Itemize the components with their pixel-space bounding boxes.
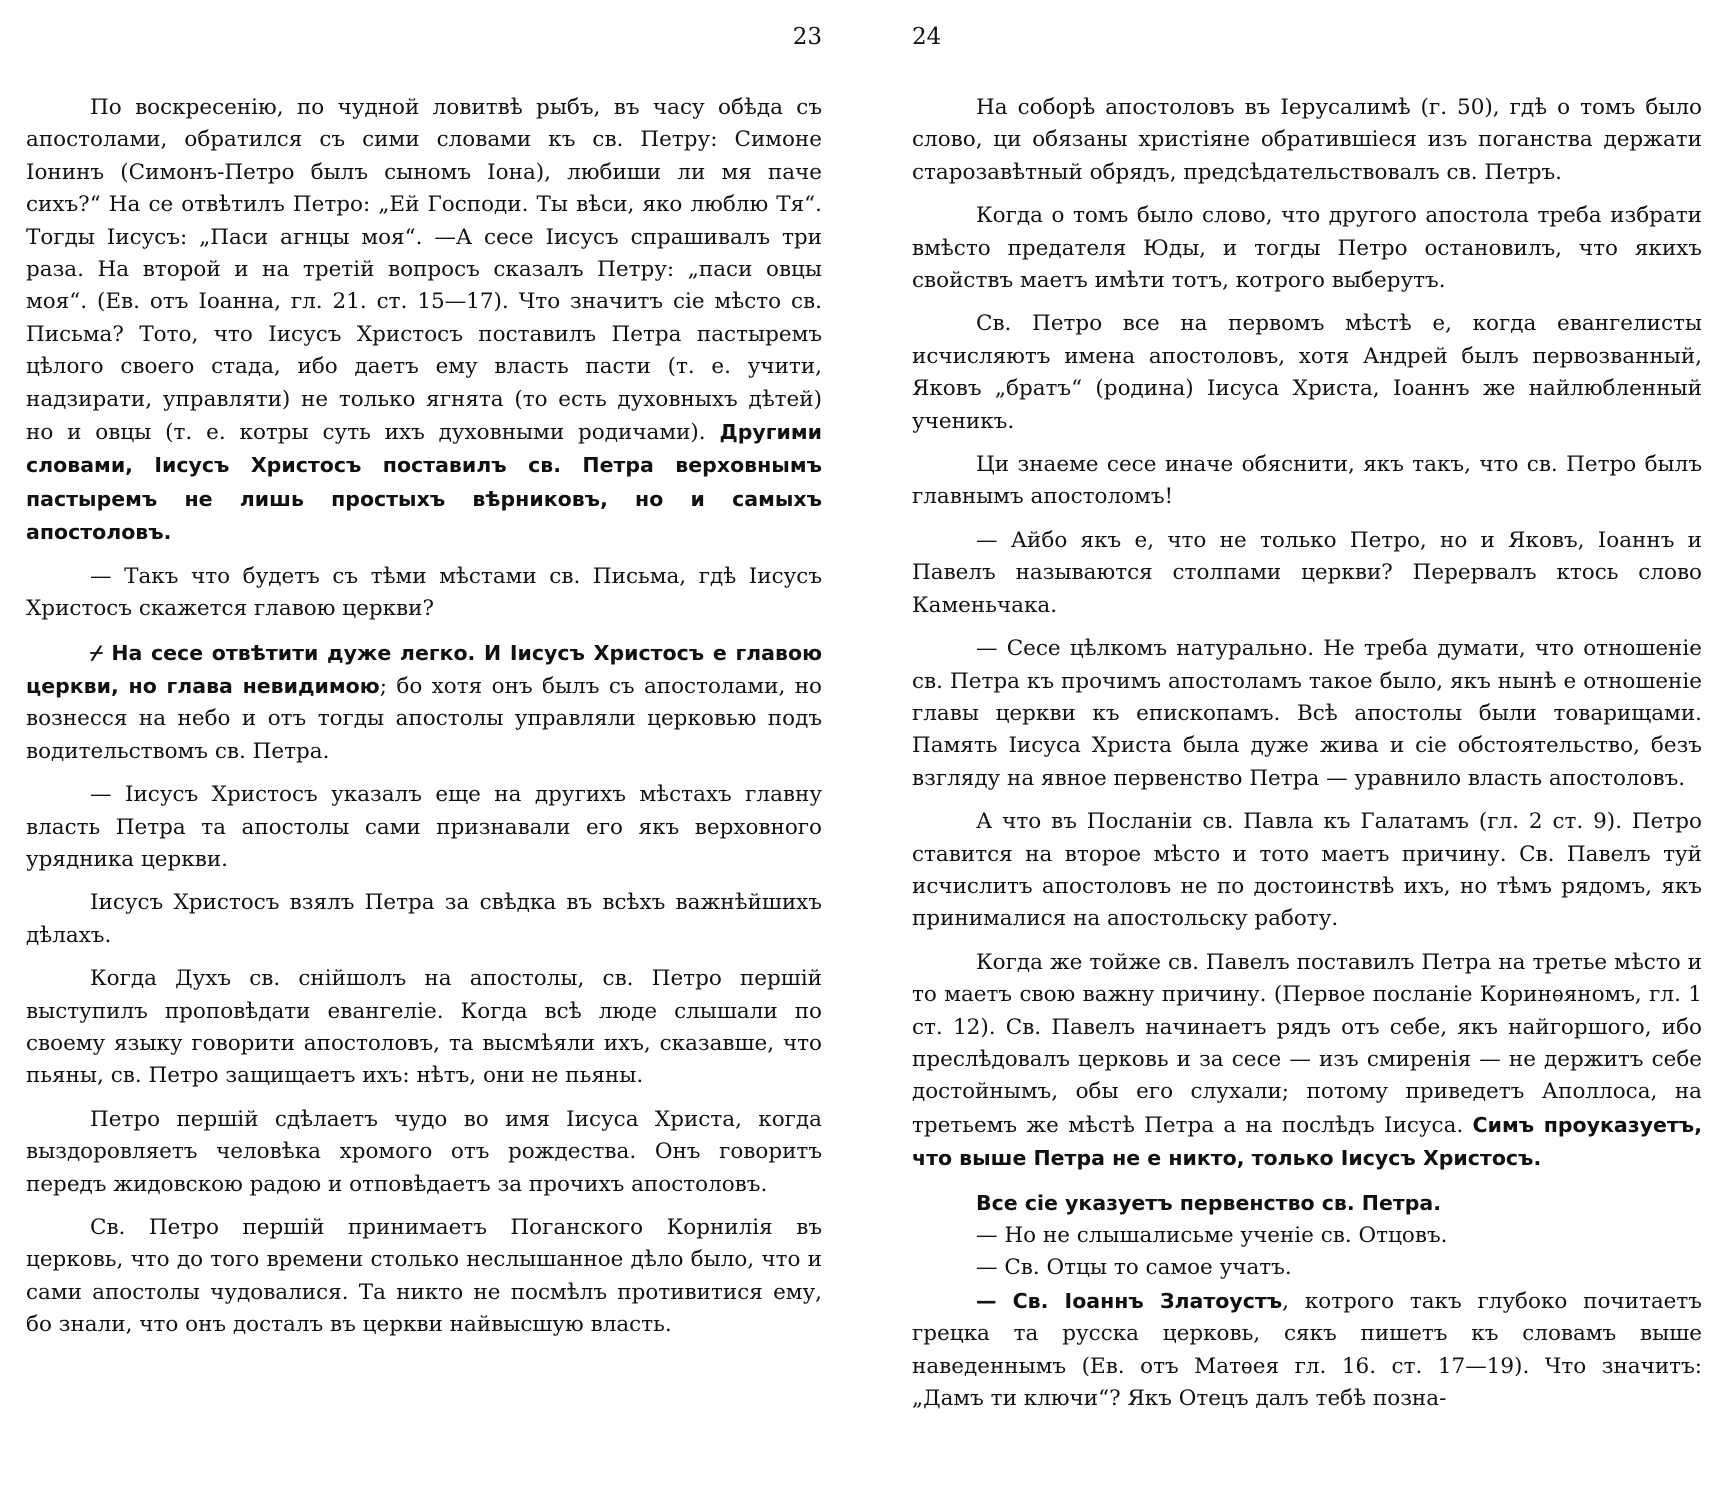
paragraph	[912, 92, 1702, 189]
bold-text: Симъ проуказуетъ, что выше Петра не е никто, только Іисусъ Христосъ.	[912, 1112, 1702, 1171]
paragraph	[912, 806, 1702, 936]
paragraph-text: Когда Духъ св. снійшолъ на апостолы, св. Петро першій выступилъ проповѣдати евангеліе. Когда всѣ люде слышали по своему языку говорити апостоловъ, та высмѣяли ихъ, сказавше, что пьяны, св. Петро защищаетъ ихъ: нѣтъ, они не пьяны.	[26, 966, 822, 1089]
paragraph	[912, 308, 1702, 438]
paragraph	[26, 963, 822, 1093]
paragraph-text: — Сесе цѣлкомъ натурально. Не треба думати, что отношеніе св. Петра къ прочимъ апостоламъ такое было, якъ нынѣ е отношеніе главы церкви къ епископамъ. Всѣ апостолы были товарищами. Память Іисуса Христа была дуже жива и сіе обстоятельство, безъ взгляду на явное первенство Петра — уравнило власть апостоловъ.	[912, 636, 1702, 791]
margin-mark: ⌿	[90, 640, 103, 666]
paragraph-text: На соборѣ апостоловъ въ Іерусалимѣ (г. 50), гдѣ о томъ было слово, ци обязаны христіяне обратившіеся изъ поганства держати старозавѣтный обрядъ, предсѣдательствовалъ св. Петръ.	[912, 95, 1702, 185]
paragraph	[912, 525, 1702, 622]
paragraph	[912, 449, 1702, 514]
paragraph-text: Когда же тойже св. Павелъ поставилъ Петра на третье мѣсто и то маетъ свою важну причину. (Первое посланіе Коринѳяномъ, гл. 1 ст. 12). Св. Павелъ начинаетъ рядъ отъ себе, якъ найгоршого, ибо преслѣдовалъ церковь и за сесе — изъ смиренія — не держитъ себе достойнымъ, обы его слухали; потому приведетъ Аполлоса, на третьемъ же мѣстѣ Петра а на послѣдъ Іисуса.	[912, 949, 1702, 1138]
paragraph-text: ; бо хотя онъ былъ съ апостолами, но вознесся на небо и отъ тогды апостолы управляли церковью подъ водительствомъ св. Петра.	[26, 673, 822, 764]
paragraph	[26, 561, 822, 626]
paragraph-text: — Св. Отцы то самое учатъ.	[976, 1255, 1292, 1281]
bold-text: Другими словами, Іисусъ Христосъ поставилъ св. Петра верховнымъ пастыремъ не лишь простыхъ вѣрниковъ, но и самыхъ апостоловъ.	[26, 420, 822, 545]
paragraph	[912, 200, 1702, 297]
paragraph-text: Св. Петро першій принимаетъ Поганского Корнилія въ церковь, что до того времени столько неслышанное дѣло было, что и сами апостолы чудовалися. Та никто не посмѣлъ противитися ему, бо знали, что онъ досталъ въ церкви найвысшую власть.	[26, 1215, 822, 1338]
right-page	[866, 0, 1732, 1500]
paragraph-text: Когда о томъ было слово, что другого апостола треба избрати вмѣсто предателя Юды, и тогды Петро остановилъ, что якихъ свойствъ маетъ имѣти тотъ, котрого выберутъ.	[912, 203, 1702, 294]
paragraph	[912, 1220, 1702, 1252]
page-number: 24	[912, 24, 942, 50]
paragraph-text: По воскресенію, по чудной ловитвѣ рыбъ, въ часу обѣда съ апостолами, обратился съ сими словами къ св. Петру: Симоне Іонинъ (Симонъ-Петро былъ сыномъ Іона), любиши ли мя паче сихъ?“ На се отвѣтилъ Петро: „Ей Господи. Ты вѣси, яко люблю Тя“. Тогды Іисусъ: „Паси агнцы моя“. —А сесе Іисусъ спрашивалъ три раза. На второй и на третій вопросъ сказалъ Петру: „паси овцы моя“. (Ев. отъ Іоанна, гл. 21. ст. 15—17). Что значитъ сіе мѣсто св. Письма? Тото, что Іисусъ Христосъ поставилъ Петра пастыремъ цѣлого своего стада, ибо даетъ ему власть пасти (т. е. учити, надзирати, управляти) не только ягнята (то есть духовныхъ дѣтей) но и овцы (т. е. котры суть ихъ духовными родичами).	[26, 95, 822, 446]
paragraph-text: — Но не слышалисьме ученіе св. Отцовъ.	[976, 1223, 1448, 1248]
paragraph-text: Ци знаеме сесе иначе обяснити, якъ такъ, что св. Петро былъ главнымъ апостоломъ!	[912, 452, 1702, 510]
paragraph-text: — Айбо якъ е, что не только Петро, но и Яковъ, Іоаннъ и Павелъ называются столпами церкви? Перервалъ ктось слово Каменьчака.	[912, 527, 1702, 618]
page-body	[26, 92, 822, 1342]
paragraph-text: Св. Петро все на первомъ мѣстѣ е, когда евангелисты исчисляютъ имена апостоловъ, хотя Андрей былъ первозванный, Яковъ „братъ“ (родина) Іисуса Христа, Іоаннъ же найлюбленный ученикъ.	[912, 311, 1702, 434]
paragraph	[26, 92, 822, 550]
bold-text: — Св. Іоаннъ Златоустъ	[976, 1288, 1283, 1313]
bold-text: На сесе отвѣтити дуже легко. И Іисусъ Христосъ е главою церкви, но глава невидимою	[26, 640, 823, 698]
paragraph	[26, 779, 822, 876]
paragraph-text: Петро першій сдѣлаетъ чудо во имя Іисуса Христа, когда выздоровляетъ человѣка хромого отъ рождества. Онъ говоритъ передъ жидовскою радою и отповѣдаетъ за прочихъ апостоловъ.	[26, 1106, 822, 1197]
page-body	[912, 92, 1702, 1415]
paragraph	[912, 1285, 1702, 1416]
paragraph	[912, 633, 1702, 795]
paragraph	[26, 1212, 822, 1342]
paragraph	[26, 1104, 822, 1201]
paragraph	[912, 1252, 1702, 1284]
paragraph	[912, 947, 1702, 1176]
paragraph-text: — Такъ что будетъ съ тѣми мѣстами св. Письма, гдѣ Іисусъ Христосъ скажется главою церкви?	[26, 563, 822, 622]
paragraph-text: Іисусъ Христосъ взялъ Петра за свѣдка въ всѣхъ важнѣйшихъ дѣлахъ.	[26, 890, 822, 948]
paragraph-text: , котрого такъ глубоко почитаетъ грецка та русска церковь, сякъ пишетъ къ словамъ выше наведеннымъ (Ев. отъ Матѳея гл. 16. ст. 17—19). Что значитъ: „Дамъ ти ключи“? Якъ Отецъ далъ тебѣ позна-	[912, 1288, 1702, 1412]
paragraph	[26, 887, 822, 952]
bold-text: Все сіе указуетъ первенство св. Петра.	[976, 1190, 1442, 1215]
paragraph	[26, 637, 822, 769]
paragraph	[912, 1187, 1702, 1220]
paragraph-text: А что въ Посланіи св. Павла къ Галатамъ (гл. 2 ст. 9). Петро ставится на второе мѣсто и тото маетъ причину. Св. Павелъ туй исчислитъ апостоловъ не по достоинствѣ ихъ, но тѣмъ рядомъ, якъ принималися на апостольску работу.	[912, 809, 1702, 932]
paragraph-text: — Іисусъ Христосъ указалъ еще на другихъ мѣстахъ главну власть Петра та апостолы сами признавали его якъ верховного урядника церкви.	[26, 782, 822, 872]
page-number: 23	[792, 24, 822, 50]
